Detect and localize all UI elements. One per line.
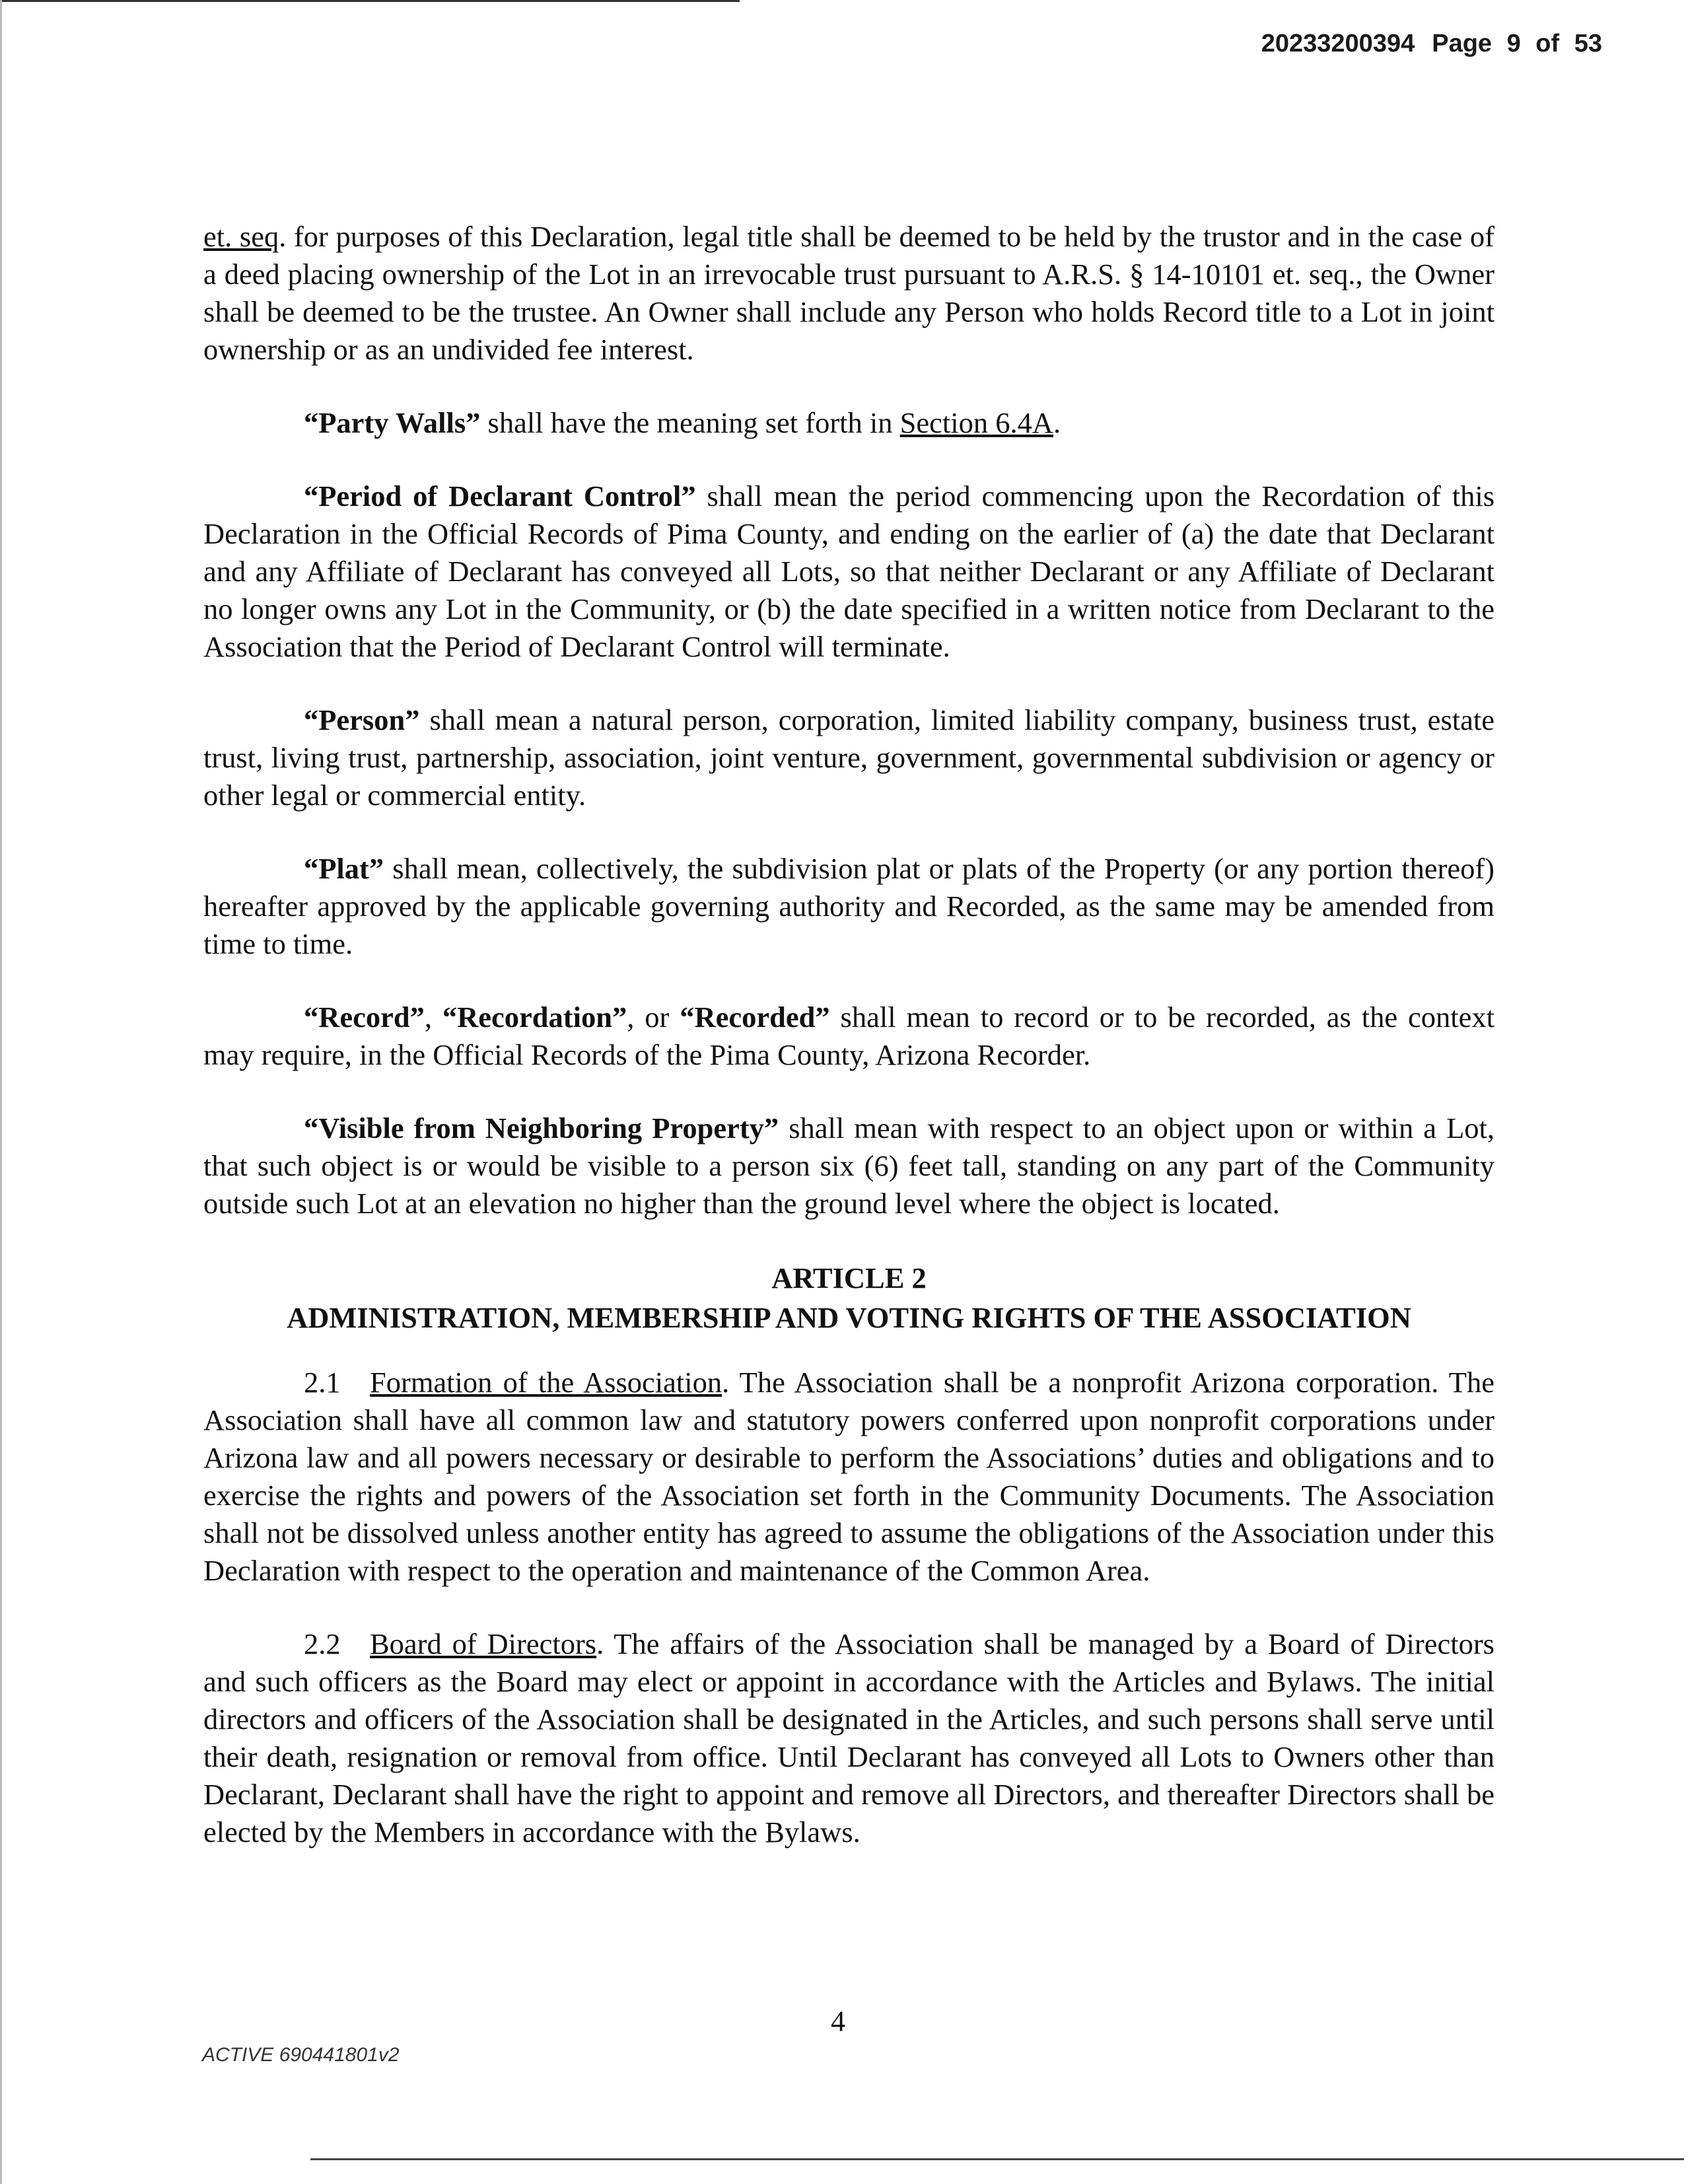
- bottom-rule: [310, 2158, 1684, 2160]
- section-heading: Formation of the Association: [370, 1366, 722, 1399]
- definition-visible: “Visible from Neighboring Property” shall mean with respect to an object upon or within a Lot, that such object is or would be visible to a person six (6) feet tall, standing on any part of the Community outside such Lot at an elevation no higher than the ground level where the object is located.: [203, 1111, 1495, 1220]
- term-period: “Period of Declarant Control”: [304, 479, 696, 512]
- section-2-2: 2.2 Board of Directors. The affairs of the Association shall be managed by a Board of Directors and such officers as the Board may elect or appoint in accordance with the Articles and Bylaws. The initial directors and officers of the Association shall be designated in the Articles, and such persons shall serve until their death, resignation or removal from office. Until Declarant has conveyed all Lots to Owners other than Declarant, Declarant shall have the right to appoint and remove all Directors, and thereafter Directors shall be elected by the Members in accordance with the Bylaws.: [203, 1625, 1495, 1851]
- left-edge: [0, 0, 2, 2184]
- definition-plat: “Plat” shall mean, collectively, the subdivision plat or plats of the Property (or any portion thereof) hereafter approved by the applicable governing authority and Recorded, as the same may be amended from time to time.: [203, 852, 1495, 960]
- term-party-walls: “Party Walls”: [304, 406, 481, 439]
- section-2-1: 2.1 Formation of the Association. The Association shall be a nonprofit Arizona corporation. The Association shall have all common law and statutory powers conferred upon nonprofit corporations under Arizona law and all powers necessary or desirable to perform the Associations’ duties and obligations and to exercise the rights and powers of the Association set forth in the Community Documents. The Association shall not be dissolved unless another entity has agreed to assume the obligations of the Association under this Declaration with respect to the operation and maintenance of the Common Area.: [203, 1364, 1495, 1590]
- top-rule: [0, 0, 740, 2]
- term-recorded: “Recorded”: [680, 1001, 830, 1034]
- page-body: [203, 218, 1495, 1887]
- article-title: ADMINISTRATION, MEMBERSHIP AND VOTING RIGHTS OF THE ASSOCIATION: [287, 1301, 1411, 1334]
- page-label: Page 9 of 53: [1432, 30, 1602, 57]
- definition-record: “Record”, “Recordation”, or “Recorded” shall mean to record or to be recorded, as the context may require, in the Official Records of the Pima County, Arizona Recorder.: [203, 1001, 1495, 1071]
- definition-party-walls: “Party Walls” shall have the meaning set forth in Section 6.4A.: [304, 406, 1061, 439]
- recording-header: [1261, 30, 1602, 58]
- section-reference: Section 6.4A: [899, 406, 1053, 439]
- article-heading: [203, 1258, 1495, 1337]
- definition-person: “Person” shall mean a natural person, corporation, limited liability company, business trust, estate trust, living trust, partnership, association, joint venture, government, governmental subdivision or agency or other legal or commercial entity.: [203, 703, 1495, 812]
- term-visible: “Visible from Neighboring Property”: [304, 1111, 779, 1145]
- doc-number: 20233200394: [1261, 30, 1415, 57]
- article-number: ARTICLE 2: [771, 1261, 927, 1294]
- paragraph-owner-continued: et. seq. for purposes of this Declaration, legal title shall be deemed to be held by the trustor and in the case of a deed placing ownership of the Lot in an irrevocable trust pursuant to A.R.S. § 14-10101 et. seq., the Owner shall be deemed to be the trustee. An Owner shall include any Person who holds Record title to a Lot in joint ownership or as an undivided fee interest.: [203, 220, 1495, 366]
- term-record: “Record”: [304, 1001, 425, 1034]
- section-heading: Board of Directors: [370, 1627, 597, 1660]
- section-number: 2.1: [304, 1366, 341, 1399]
- term-recordation: “Recordation”: [442, 1001, 627, 1034]
- document-code: ACTIVE 690441801v2: [202, 2044, 400, 2066]
- page-number: 4: [831, 2005, 845, 2037]
- term-plat: “Plat”: [304, 852, 384, 885]
- definition-period-of-declarant-control: “Period of Declarant Control” shall mean the period commencing upon the Recordation of this Declaration in the Official Records of Pima County, and ending on the earlier of (a) the date that Declarant and any Affiliate of Declarant has conveyed all Lots, so that neither Declarant or any Affiliate of Declarant no longer owns any Lot in the Community, or (b) the date specified in a written notice from Declarant to the Association that the Period of Declarant Control will terminate.: [203, 479, 1495, 663]
- et-seq-link: et. seq: [203, 220, 279, 253]
- term-person: “Person”: [304, 703, 420, 736]
- section-number: 2.2: [304, 1627, 341, 1660]
